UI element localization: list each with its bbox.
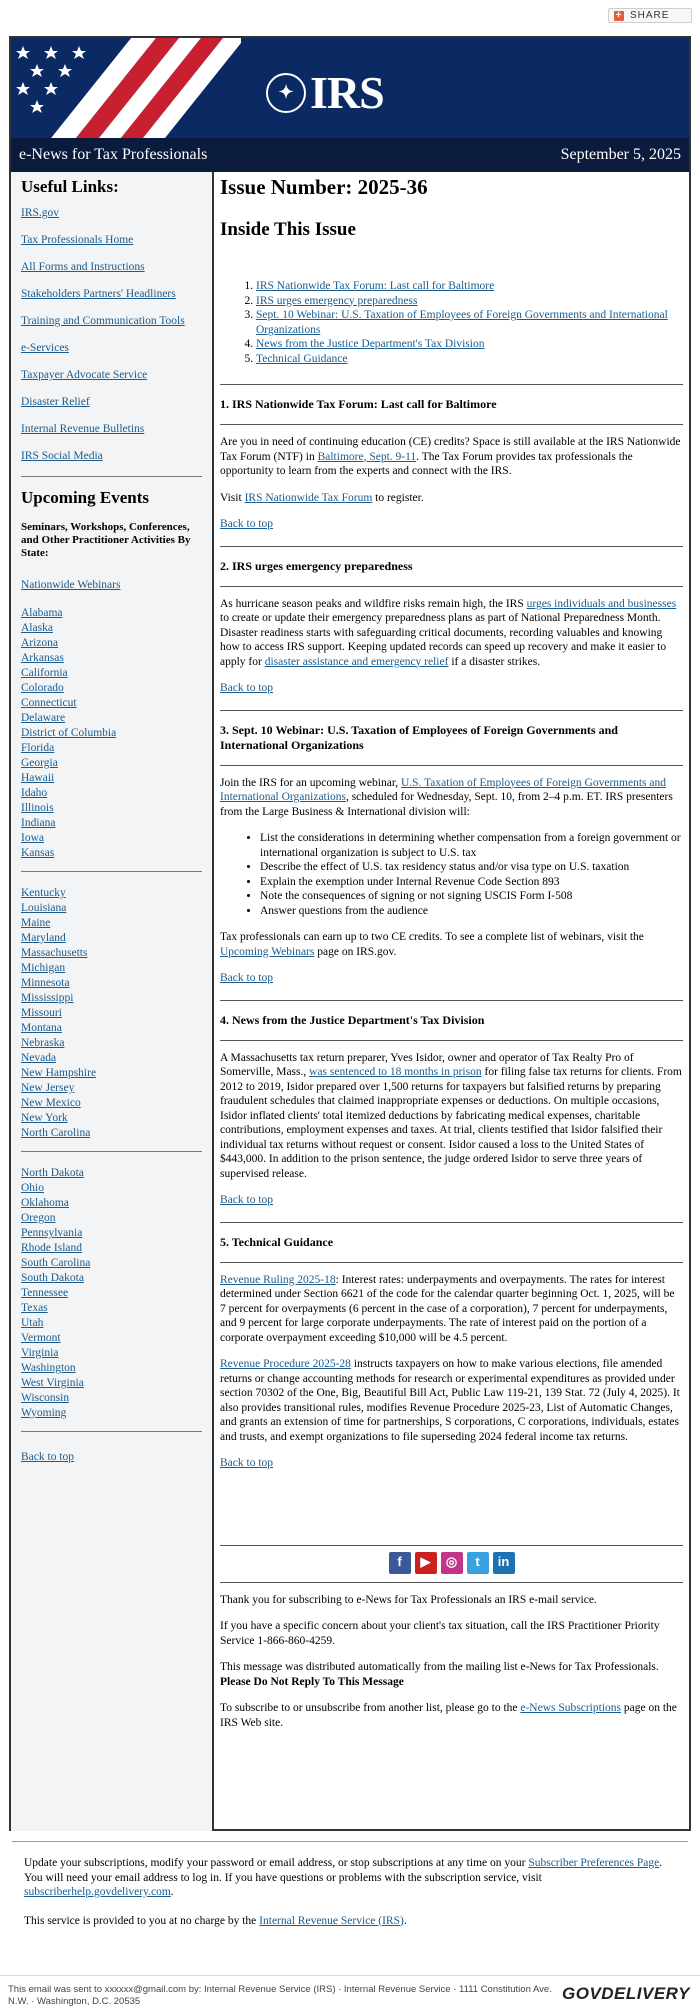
newsletter-frame (9, 36, 691, 1831)
state-link[interactable]: Arizona (21, 637, 59, 649)
toc-item (256, 294, 683, 309)
state-item (21, 1036, 202, 1051)
useful-link-item (21, 368, 202, 382)
state-item (21, 1391, 202, 1406)
state-link[interactable]: Oregon (21, 1212, 56, 1224)
toc-link[interactable]: Technical Guidance (256, 352, 348, 365)
state-link[interactable]: Montana (21, 1022, 62, 1034)
state-item (21, 756, 202, 771)
list-item: • Explain the exemption under Internal Revenue Code Section 893 (260, 875, 683, 890)
state-link[interactable]: Texas (21, 1302, 48, 1314)
state-link[interactable]: Massachusetts (21, 947, 88, 959)
section-4-para: A Massachusetts tax return preparer, Yves Isidor, owner and operator of Tax Realty Pro of Somerville, Mass., was sentenced to 18 months in prison for filing false tax returns for clients. From 2012 to 2019, Isidor prepared over 1,500 returns for taxpayers but falsified returns by preparing fraudulent schedules that claimed inappropriate expenses or deductions. On multiple occasions, Isidor inflated clients' total itemized deductions by fabricating medical expenses, charitable contributions, employment expenses and taxes. At trial, clients testified that Isidor falsified their individual tax returns without request or consent. Isidor caused a loss to the United States of $443,000. In addition to the prison sentence, the judge ordered Isidor to serve three years of supervised release. (220, 1051, 682, 1180)
state-item (21, 946, 202, 961)
irs-link[interactable]: Internal Revenue Service (IRS) (259, 1914, 404, 1927)
state-item (21, 1081, 202, 1096)
state-item (21, 1271, 202, 1286)
useful-link-item (21, 206, 202, 220)
state-item (21, 786, 202, 801)
state-link[interactable]: Colorado (21, 682, 64, 694)
useful-link[interactable]: Stakeholders Partners' Headliners (21, 288, 176, 300)
state-link[interactable]: Wyoming (21, 1407, 67, 1419)
toc-item (256, 308, 683, 337)
state-item (21, 991, 202, 1006)
state-item (21, 1346, 202, 1361)
section-1-para-1: Are you in need of continuing education (CE) credits? Space is still available at the IRS Nationwide Tax Forum (NTF) in Baltimore, Sept. 9-11. The Tax Forum provides tax professionals the opportunity to learn from the experts and connect with the IRS. (220, 436, 681, 477)
divider (220, 384, 683, 385)
closing-pps: If you have a specific concern about your client's tax situation, call the IRS Practitioner Priority Service 1-866-860-4259. (220, 1620, 660, 1647)
state-item (21, 606, 202, 621)
toc-link[interactable]: IRS Nationwide Tax Forum: Last call for Baltimore (256, 280, 495, 292)
sent-to-text: This email was sent to xxxxxx@gmail.com by: Internal Revenue Service (IRS) · Internal Revenue Service · 1111 Constitution Ave. N.W. · Washington, D.C. 20535 (8, 1984, 552, 2007)
divider (220, 1040, 683, 1041)
upcoming-webinars-link[interactable]: Upcoming Webinars (220, 945, 315, 958)
state-link[interactable]: Nebraska (21, 1037, 65, 1049)
section-3-para-2: Tax professionals can earn up to two CE credits. To see a complete list of webinars, visit the Upcoming Webinars page on IRS.gov. (220, 931, 644, 958)
state-item (21, 846, 202, 861)
state-link[interactable]: Maine (21, 917, 51, 929)
subscriber-help-link[interactable]: subscriberhelp.govdelivery.com (24, 1886, 171, 1898)
divider (220, 1582, 683, 1583)
useful-link[interactable]: Disaster Relief (21, 396, 90, 408)
facebook-icon[interactable]: f (389, 1552, 411, 1574)
state-link[interactable]: Michigan (21, 962, 66, 974)
state-link[interactable]: Kansas (21, 847, 55, 859)
toc-item (256, 279, 683, 294)
state-item (21, 1066, 202, 1081)
state-item (21, 681, 202, 696)
inside-heading: Inside This Issue (220, 218, 356, 240)
useful-links-heading: Useful Links: (21, 177, 119, 196)
section-4-title: 4. News from the Justice Department's Tax Division (220, 1012, 485, 1027)
state-item (21, 801, 202, 816)
state-link[interactable]: Wisconsin (21, 1392, 70, 1404)
useful-link[interactable]: e-Services (21, 342, 69, 354)
toc-link[interactable]: Sept. 10 Webinar: U.S. Taxation of Employees of Foreign Governments and International Organizations (256, 309, 668, 336)
toc-item (256, 337, 683, 352)
state-item (21, 1196, 202, 1211)
state-item (21, 1301, 202, 1316)
main-content (214, 172, 689, 1831)
revenue-ruling-link[interactable]: Revenue Ruling 2025-18 (220, 1273, 336, 1286)
useful-link[interactable]: IRS Social Media (21, 450, 103, 462)
state-link[interactable]: New Mexico (21, 1097, 81, 1109)
tax-forum-link[interactable]: IRS Nationwide Tax Forum (244, 491, 373, 504)
section-5-para-2: Revenue Procedure 2025-28 instructs taxpayers on how to make various elections, file amended returns or change accounting methods for research or experimental expenditures as provided under section 70302 of the One, Big, Beautiful Bill Act, Public Law 119-21, 139 Stat. 72 (July 4, 2025). It also provides transitional rules, modifies Revenue Procedure 2025-23, List of Automatic Changes, and grants an extension of time for partnerships, S corporations, C corporations, individuals, estates and trusts, and exempt organizations to file superseding 2024 federal income tax returns. (220, 1358, 680, 1443)
state-item (21, 1316, 202, 1331)
disaster-assistance-link[interactable]: disaster assistance and emergency relief (264, 655, 449, 668)
eagle-icon: ✦ (266, 73, 306, 113)
state-link[interactable]: West Virginia (21, 1377, 84, 1389)
divider (220, 1262, 683, 1263)
state-link[interactable]: South Carolina (21, 1257, 91, 1269)
state-item (21, 831, 202, 846)
closing-subscribe: To subscribe to or unsubscribe from another list, please go to the e-News Subscriptions page on the IRS Web site. (220, 1702, 677, 1729)
newsletter-title: e-News for Tax Professionals (19, 146, 208, 163)
state-link[interactable]: New Hampshire (21, 1067, 97, 1079)
sentenced-link[interactable]: was sentenced to 18 months in prison (309, 1066, 482, 1078)
list-item: • Answer questions from the audience (260, 904, 683, 919)
divider (220, 1000, 683, 1001)
state-link[interactable]: California (21, 667, 68, 679)
flag-graphic (11, 38, 241, 138)
govdelivery-bar (0, 1975, 700, 2015)
state-link[interactable]: Iowa (21, 832, 44, 844)
state-link[interactable]: Connecticut (21, 697, 77, 709)
events-heading: Upcoming Events (21, 488, 149, 507)
linkedin-icon[interactable]: in (493, 1552, 515, 1574)
state-link[interactable]: Louisiana (21, 902, 67, 914)
state-link[interactable]: Alabama (21, 607, 63, 619)
state-link[interactable]: Idaho (21, 787, 48, 799)
issue-date: September 5, 2025 (560, 146, 681, 163)
divider (220, 765, 683, 766)
state-link[interactable]: Oklahoma (21, 1197, 69, 1209)
divider (220, 546, 683, 547)
divider (21, 1431, 202, 1432)
youtube-icon[interactable]: ▶ (415, 1552, 437, 1574)
state-link[interactable]: Florida (21, 742, 55, 754)
state-link[interactable]: Virginia (21, 1347, 59, 1359)
twitter-icon[interactable]: t (467, 1552, 489, 1574)
state-item (21, 666, 202, 681)
divider (220, 1545, 683, 1546)
sidebar-back-to-top-link[interactable]: Back to top (21, 1451, 75, 1463)
useful-link-item (21, 341, 202, 355)
state-link[interactable]: Illinois (21, 802, 54, 814)
urges-individuals-link[interactable]: urges individuals and businesses (526, 597, 677, 610)
state-item (21, 916, 202, 931)
state-link[interactable]: Missouri (21, 1007, 62, 1019)
irs-logo (266, 66, 384, 119)
list-item: • Note the consequences of signing or not signing USCIS Form I-508 (260, 889, 683, 904)
section-5-para-1: Revenue Ruling 2025-18: Interest rates: underpayments and overpayments. The rates for interest determined under Section 6621 of the code for the calendar quarter beginning Oct. 1, 2025, will be 7 percent for overpayments (6 percent in the case of a corporation), 7 percent for underpayments, and 9 percent for large corporate underpayments. The rate of interest paid on the portion of a corporate overpayment exceeding $10,000 will be 4.5 percent. (220, 1273, 675, 1344)
state-item (21, 636, 202, 651)
useful-links-list (21, 206, 202, 463)
state-link[interactable]: Pennsylvania (21, 1227, 83, 1239)
list-item: • List the considerations in determining whether compensation from a foreign government or international organization is subject to U.S. tax (260, 831, 683, 860)
instagram-icon[interactable]: ◎ (441, 1552, 463, 1574)
useful-link[interactable]: Training and Communication Tools (21, 315, 185, 327)
state-link[interactable]: Vermont (21, 1332, 61, 1344)
useful-link[interactable]: Tax Professionals Home (21, 234, 134, 246)
useful-link-item (21, 314, 202, 328)
useful-link-item (21, 287, 202, 301)
do-not-reply: Please Do Not Reply To This Message (220, 1675, 404, 1688)
enews-subscriptions-link[interactable]: e-News Subscriptions (520, 1702, 621, 1714)
govdelivery-logo: GOVDELIVERY (562, 1984, 690, 2003)
share-label: SHARE (630, 10, 670, 21)
states-list-3 (21, 1166, 202, 1421)
divider (220, 1222, 683, 1223)
title-bar (11, 138, 689, 172)
state-item (21, 1111, 202, 1126)
closing-distribution: This message was distributed automatically from the mailing list e-News for Tax Professionals. Please Do Not Reply To This Message (220, 1661, 659, 1688)
state-item (21, 976, 202, 991)
state-link[interactable]: Utah (21, 1317, 44, 1329)
section-3-para-1: Join the IRS for an upcoming webinar, U.S. Taxation of Employees of Foreign Governments and International Organizations, scheduled for Wednesday, Sept. 10, from 2–4 p.m. ET. IRS presenters from the Large Business & International division will: (220, 776, 673, 818)
email-footer (0, 1835, 700, 1942)
webinar-topics-list (220, 831, 683, 918)
back-to-top-link[interactable]: Back to top (220, 518, 274, 530)
state-item (21, 901, 202, 916)
useful-link-item (21, 260, 202, 274)
footer-subscription-text: Update your subscriptions, modify your password or email address, or stop subscriptions at any time on your Subscriber Preferences Page. You will need your email address to log in. If you have questions or problems with the subscription service, visit subscriberhelp.govdelivery.com. (24, 1857, 663, 1898)
back-to-top-link[interactable]: Back to top (220, 972, 274, 984)
state-link[interactable]: North Carolina (21, 1127, 91, 1139)
state-item (21, 1181, 202, 1196)
state-item (21, 886, 202, 901)
state-item (21, 726, 202, 741)
list-item: • Describe the effect of U.S. tax residency status and/or visa type on U.S. taxation (260, 860, 683, 875)
share-bar (0, 0, 700, 30)
state-link[interactable]: Tennessee (21, 1287, 69, 1299)
section-5-title: 5. Technical Guidance (220, 1234, 334, 1249)
webinar-link[interactable]: U.S. Taxation of Employees of Foreign Governments and International Organizations (220, 776, 666, 803)
state-link[interactable]: South Dakota (21, 1272, 84, 1284)
divider (220, 424, 683, 425)
state-item (21, 1286, 202, 1301)
state-link[interactable]: Minnesota (21, 977, 70, 989)
section-2-title: 2. IRS urges emergency preparedness (220, 558, 413, 573)
issue-number: Issue Number: 2025-36 (220, 175, 428, 199)
state-item (21, 816, 202, 831)
divider (220, 586, 683, 587)
state-item (21, 1126, 202, 1141)
useful-link[interactable]: Internal Revenue Bulletins (21, 423, 145, 435)
section-1-para-2: Visit IRS Nationwide Tax Forum to register. (220, 491, 424, 504)
state-link[interactable]: Kentucky (21, 887, 66, 899)
state-item (21, 621, 202, 636)
state-item (21, 711, 202, 726)
section-2-para: As hurricane season peaks and wildfire risks remain high, the IRS urges individuals and businesses to create or update their emergency preparedness plans as part of National Preparedness Month. Disaster readiness starts with safeguarding critical documents, recording valuables and knowing how to access IRS support. Keeping updated records can speed up recovery and make it easier to apply for disaster assistance and emergency relief if a disaster strikes. (220, 597, 677, 668)
state-item (21, 1376, 202, 1391)
state-link[interactable]: New York (21, 1112, 68, 1124)
state-item (21, 961, 202, 976)
toc-link[interactable]: IRS urges emergency preparedness (256, 294, 418, 307)
divider (21, 1151, 202, 1152)
irs-logo-text: IRS (310, 67, 384, 118)
state-link[interactable]: Rhode Island (21, 1242, 83, 1254)
state-link[interactable]: Ohio (21, 1182, 44, 1194)
state-item (21, 1406, 202, 1421)
divider (21, 871, 202, 872)
state-item (21, 1006, 202, 1021)
state-item (21, 1096, 202, 1111)
state-link[interactable]: Alaska (21, 622, 53, 634)
state-item (21, 696, 202, 711)
share-button[interactable] (608, 8, 692, 23)
state-item (21, 1226, 202, 1241)
state-link[interactable]: New Jersey (21, 1082, 75, 1094)
divider (21, 476, 202, 477)
state-item (21, 1051, 202, 1066)
header-banner (11, 38, 689, 138)
state-item (21, 1331, 202, 1346)
subscriber-preferences-link[interactable]: Subscriber Preferences Page (528, 1857, 660, 1869)
useful-link[interactable]: Taxpayer Advocate Service (21, 369, 148, 381)
section-1-title: 1. IRS Nationwide Tax Forum: Last call for Baltimore (220, 397, 497, 411)
state-item (21, 1361, 202, 1376)
toc-item (256, 352, 683, 367)
state-item (21, 1021, 202, 1036)
state-item (21, 1166, 202, 1181)
states-list-2 (21, 886, 202, 1141)
useful-link-item (21, 449, 202, 463)
back-to-top-link[interactable]: Back to top (220, 682, 274, 694)
back-to-top-link[interactable]: Back to top (220, 1457, 274, 1469)
back-to-top-link[interactable]: Back to top (220, 1194, 274, 1206)
state-link[interactable]: Indiana (21, 817, 56, 829)
section-3-title: 3. Sept. 10 Webinar: U.S. Taxation of Employees of Foreign Governments and International Organizations (220, 722, 618, 752)
useful-link-item (21, 395, 202, 409)
baltimore-link[interactable]: Baltimore, Sept. 9-11 (317, 450, 417, 463)
sidebar (11, 172, 214, 1831)
state-item (21, 1256, 202, 1271)
useful-link[interactable]: IRS.gov (21, 207, 60, 219)
nationwide-webinars-link[interactable]: Nationwide Webinars (21, 579, 121, 591)
social-media-icons (220, 1552, 683, 1574)
state-link[interactable]: Nevada (21, 1052, 57, 1064)
footer-service-text: This service is provided to you at no charge by the Internal Revenue Service (IRS). (24, 1914, 407, 1927)
revenue-procedure-link[interactable]: Revenue Procedure 2025-28 (220, 1358, 351, 1370)
state-item (21, 1211, 202, 1226)
state-item (21, 741, 202, 756)
state-link[interactable]: Arkansas (21, 652, 64, 664)
state-link[interactable]: Hawaii (21, 772, 55, 784)
state-item (21, 651, 202, 666)
state-link[interactable]: Washington (21, 1362, 76, 1374)
useful-link-item (21, 233, 202, 247)
plus-icon: + (615, 9, 623, 21)
state-link[interactable]: North Dakota (21, 1167, 84, 1179)
state-link[interactable]: District of Columbia (21, 727, 117, 739)
state-link[interactable]: Georgia (21, 757, 58, 769)
state-item (21, 1241, 202, 1256)
divider (220, 710, 683, 711)
state-item (21, 931, 202, 946)
state-link[interactable]: Delaware (21, 712, 66, 724)
useful-link[interactable]: All Forms and Instructions (21, 261, 145, 273)
state-link[interactable]: Maryland (21, 932, 66, 944)
state-link[interactable]: Mississippi (21, 992, 74, 1004)
states-list-1 (21, 606, 202, 861)
table-of-contents (220, 279, 683, 366)
toc-link[interactable]: News from the Justice Department's Tax Division (256, 338, 485, 350)
useful-link-item (21, 422, 202, 436)
closing-thanks: Thank you for subscribing to e-News for Tax Professionals an IRS e-mail service. (220, 1593, 597, 1606)
state-item (21, 771, 202, 786)
events-subheading: Seminars, Workshops, Conferences, and Other Practitioner Activities By State: (21, 521, 191, 559)
